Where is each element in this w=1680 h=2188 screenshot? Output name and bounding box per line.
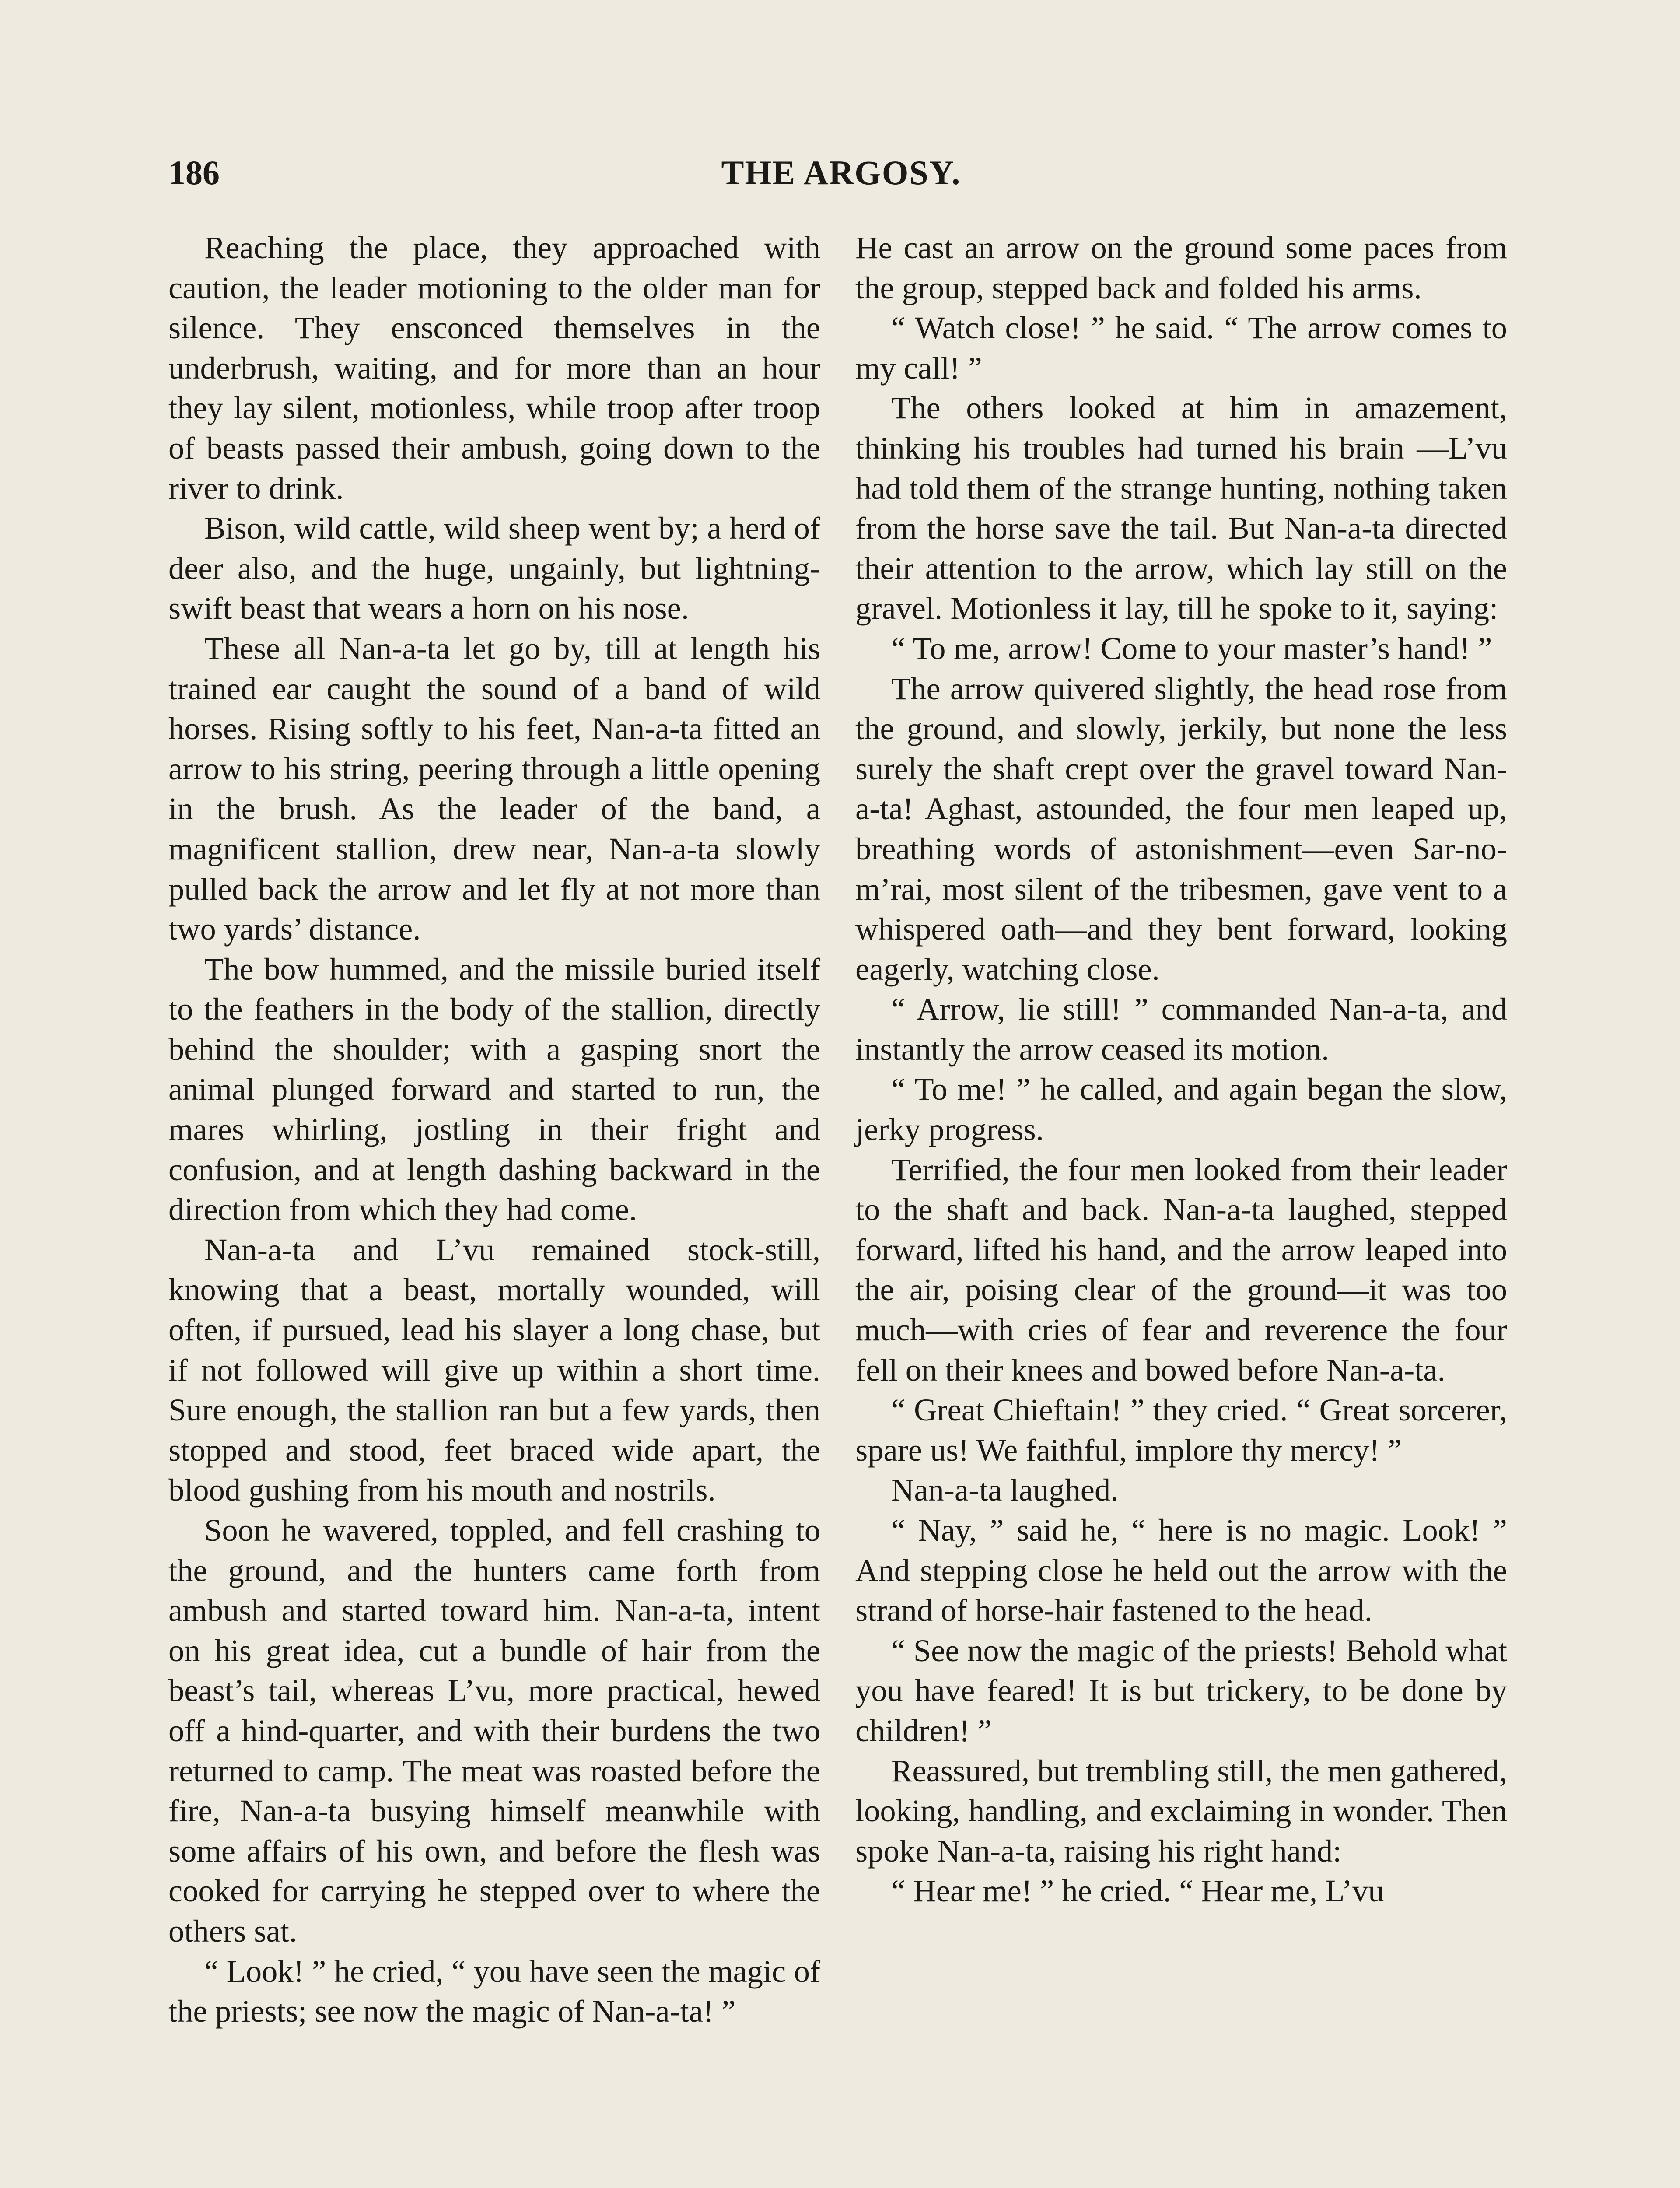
page-header [168, 149, 1514, 197]
paragraph: The bow hummed, and the missile buried itself to the feathers in the body of the stallion, directly behind the shoulder; with a gasping snort the animal plunged forward and started to run, the mares whirling, jostling in their fright and confusion, and at length dashing backward in the direction from which they had come. [168, 951, 820, 1227]
paragraph: These all Nan-a-ta let go by, till at length his trained ear caught the sound of a band of wild horses. Rising softly to his feet, Nan-a-ta fitted an arrow to his string, peering through a little opening in the brush. As the leader of the band, a magnificent stallion, drew near, Nan-a-ta slowly pulled back the arrow and let fly at not more than two yards’ distance. [168, 630, 820, 947]
running-title: THE ARGOSY. [721, 154, 961, 192]
paragraph: “ To me, arrow! Come to your master’s hand! ” [891, 630, 1492, 666]
paragraph: Reassured, but trembling still, the men gathered, looking, handling, and exclaiming in wonder. Then spoke Nan-a-ta, raising his right hand: [855, 1753, 1507, 1869]
paragraph: “ See now the magic of the priests! Behold what you have feared! It is but trickery, to be done by children! ” [855, 1632, 1507, 1748]
paragraph: “ Nay, ” said he, “ here is no magic. Look! ” And stepping close he held out the arrow with the strand of horse-hair fastened to the head. [855, 1512, 1507, 1628]
paragraph: “ Look! ” he cried, “ you have seen the magic of the priests; see now the magic of Nan-a-ta! ” [168, 1953, 820, 2029]
paragraph: “ To me! ” he called, and again began the slow, jerky progress. [855, 1071, 1507, 1147]
paragraph: Terrified, the four men looked from their leader to the shaft and back. Nan-a-ta laughed, stepped forward, lifted his hand, and the arrow leaped into the air, poising clear of the ground—it was too much—with cries of fear and reverence the four fell on their knees and bowed before Nan-a-ta. [855, 1151, 1507, 1388]
paragraph: The others looked at him in amazement, thinking his troubles had turned his brain —L’vu had told them of the strange hunting, nothing taken from the horse save the tail. But Nan-a-ta directed their attention to the arrow, which lay still on the gravel. Motionless it lay, till he spoke to it, saying: [855, 390, 1507, 626]
page-number: 186 [168, 154, 220, 192]
paragraph: Nan-a-ta laughed. [891, 1472, 1119, 1508]
paragraph: The arrow quivered slightly, the head rose from the ground, and slowly, jerkily, but none the less surely the shaft crept over the gravel toward Nan-a-ta! Aghast, astounded, the four men leaped up, breathing words of astonishment—even Sar-no-m’rai, most silent of the tribesmen, gave vent to a whispered oath—and they bent forward, looking eagerly, watching close. [855, 670, 1507, 987]
paragraph: Nan-a-ta and L’vu remained stock-still, knowing that a beast, mortally wounded, will often, if pursued, lead his slayer a long chase, but if not followed will give up within a short time. Sure enough, the stallion ran but a few yards, then stopped and stood, feet braced wide apart, the blood gushing from his mouth and nostrils. [168, 1231, 820, 1508]
paragraph: “ Great Chieftain! ” they cried. “ Great sorcerer, spare us! We faithful, implore thy mercy! ” [855, 1392, 1507, 1468]
paragraph: “ Arrow, lie still! ” commanded Nan-a-ta, and instantly the arrow ceased its motion. [855, 991, 1507, 1067]
paragraph: Soon he wavered, toppled, and fell crashing to the ground, and the hunters came forth from ambush and started toward him. Nan-a-ta, intent on his great idea, cut a bundle of hair from the beast’s tail, whereas L’vu, more practical, hewed off a hind-quarter, and with their burdens the two returned to camp. The meat was roasted before the fire, Nan-a-ta busying himself meanwhile with some affairs of his own, and before the flesh was cooked for carrying he stepped over to where the others sat. [168, 1512, 820, 1949]
paragraph: Reaching the place, they approached with caution, the leader motioning to the older man for silence. They ensconced themselves in the underbrush, waiting, and for more than an hour they lay silent, motionless, while troop after troop of beasts passed their ambush, going down to the river to drink. [168, 230, 820, 506]
paragraph: Bison, wild cattle, wild sheep went by; a herd of deer also, and the huge, ungainly, but lightning-swift beast that wears a horn on his nose. [168, 510, 820, 626]
paragraph: “ Hear me! ” he cried. “ Hear me, L’vu [891, 1873, 1384, 1909]
right-column [855, 228, 1507, 1911]
paragraph: “ Watch close! ” he said. “ The arrow comes to my call! ” [855, 310, 1507, 386]
paragraph: He cast an arrow on the ground some paces from the group, stepped back and folded his arms. [855, 230, 1507, 305]
left-column [168, 228, 820, 2031]
